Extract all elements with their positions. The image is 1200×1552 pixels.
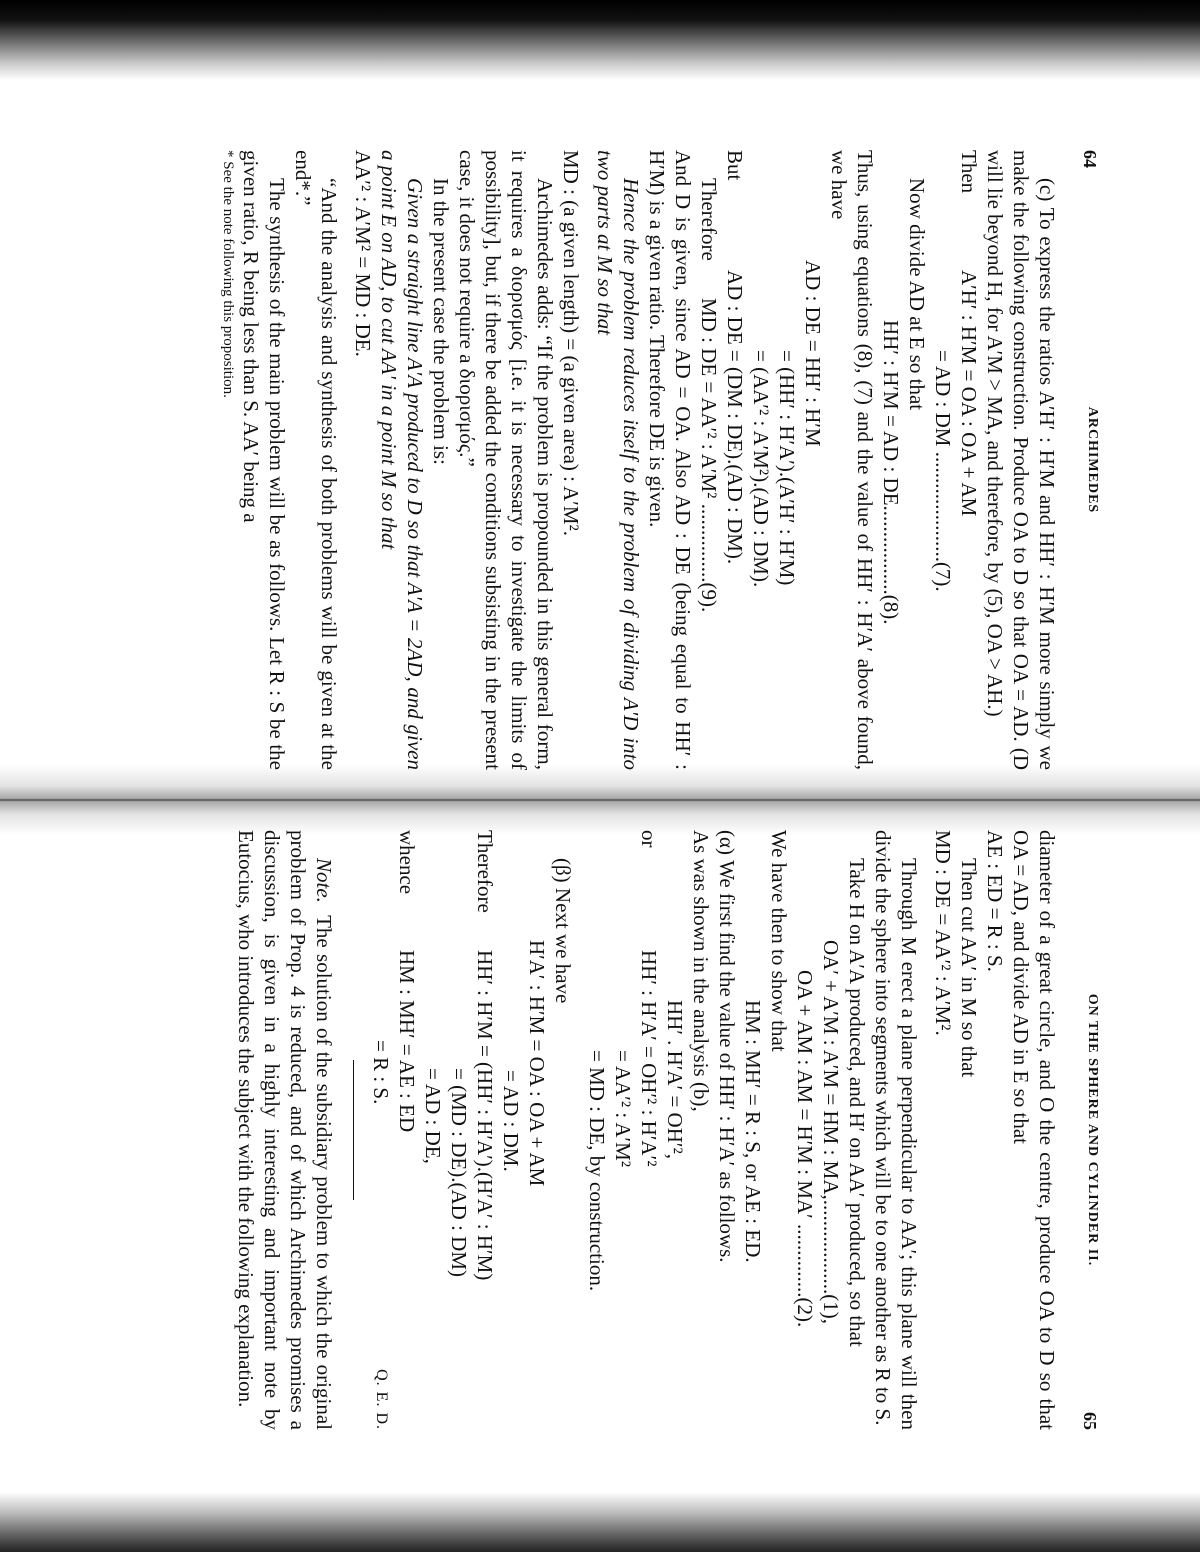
scan-edge-top bbox=[0, 0, 1200, 80]
equation: HM : MH′ = AE : ED bbox=[395, 950, 419, 1133]
page-65 bbox=[0, 830, 1200, 1430]
running-head: ARCHIMEDES bbox=[1085, 406, 1100, 514]
equation: HH′ . H′A′ = OH′², bbox=[663, 1000, 687, 1160]
whence-label: whence bbox=[395, 830, 419, 895]
paragraph: Now divide AD at E so that bbox=[905, 178, 929, 411]
note-paragraph bbox=[233, 830, 337, 1430]
equation: MD : (a given length) = (a given area) : A′M². bbox=[559, 150, 583, 537]
equation-line bbox=[696, 150, 722, 770]
equation: = (AA′² : A′M²).(AD : DM). bbox=[749, 350, 773, 588]
equation-line bbox=[956, 150, 982, 770]
therefore-label: Therefore bbox=[473, 830, 497, 913]
therefore-label: Therefore bbox=[697, 178, 721, 261]
equation: = AD : DE, bbox=[421, 1068, 445, 1164]
equation: = (HH′ : H′A′).(A′H′ : H′M) bbox=[775, 350, 799, 586]
paragraph: We have then to show that bbox=[767, 830, 791, 1052]
paragraph-italic: Hence the problem reduces itself to the problem of dividing A′D into two parts at M so that bbox=[593, 150, 643, 770]
page-header bbox=[1074, 150, 1100, 770]
paragraph: And D is given, since AD = OA. Also AD : DE (being equal to HH′ : H′M) is a given ratio. Therefore DE is given. bbox=[645, 150, 695, 770]
equation: OA′ + A′M : A′M = HM : MA,..................(1), bbox=[819, 940, 843, 1324]
equation: HH′ : H′M = (HH′ : H′A′).(H′A′ : H′M) bbox=[473, 950, 497, 1281]
equation-line bbox=[722, 150, 748, 770]
page-body bbox=[218, 150, 1060, 770]
paragraph: (α) We first find the value of HH′ : H′A′ as follows. bbox=[715, 830, 739, 1263]
paragraph: The synthesis of the main problem will be as follows. Let R : S be the given ratio, R being less than S. AA′ being a bbox=[239, 150, 289, 770]
qed-mark: Q. E. D. bbox=[373, 1369, 390, 1430]
equation: HH′ : H′A′ = OH′² : H′A′² bbox=[637, 950, 661, 1167]
equation-line bbox=[368, 830, 394, 1430]
paragraph: (c) To express the ratios A′H′ : H′M and HH′ : H′M more simply we make the following construction. Produce OA to D so that OA = AD. (D will lie beyond H, for A′M > MA, and therefore, by (5), OA > AH.) bbox=[983, 150, 1059, 770]
book-gutter bbox=[0, 765, 1200, 835]
paragraph: (β) Next we have bbox=[551, 858, 575, 1004]
equation: AD : DE = HH′ : H′M bbox=[801, 260, 825, 447]
paragraph: diameter of a great circle, and O the centre, produce OA to D so that OA = AD, and divide AD in E so that bbox=[1009, 830, 1059, 1430]
paragraph: Thus, using equations (8), (7) and the value of HH′ : H′A′ above found, we have bbox=[827, 150, 877, 770]
footnote: * See the note following this proposition. bbox=[220, 150, 236, 398]
section-divider bbox=[353, 1060, 354, 1200]
page-number: 64 bbox=[1080, 150, 1100, 168]
equation: = MD : DE, by construction. bbox=[585, 1050, 609, 1292]
paragraph: Take H on A′A produced, and H′ on AA′ produced, so that bbox=[845, 858, 869, 1347]
running-head: ON THE SPHERE AND CYLINDER II. bbox=[1085, 993, 1100, 1267]
note-text: The solution of the subsidiary problem to which the original problem of Prop. 4 is reduced, and of which Archimedes promises a discussion, is given in a highly interesting and important note by Eutocius, who introduces the subject with the following explanation. bbox=[234, 830, 336, 1430]
equation: = (MD : DE).(AD : DM) bbox=[447, 1068, 471, 1277]
paragraph: In the present case the problem is: bbox=[429, 178, 453, 465]
equation: MD : DE = AA′² : A′M². bbox=[931, 830, 955, 1036]
page-number: 65 bbox=[1080, 1412, 1100, 1430]
equation: = AA′² : A′M² bbox=[611, 1050, 635, 1168]
paragraph-italic: Given a straight line A′A produced to D so that A′A = 2AD, and given a point E on AD, to cut AA′ in a point M so that bbox=[377, 150, 427, 770]
paragraph: As was shown in the analysis (b), bbox=[689, 830, 713, 1112]
equation: AD : DE = (DM : DE).(AD : DM). bbox=[723, 270, 747, 565]
paragraph: “And the analysis and synthesis of both problems will be given at the end*.” bbox=[291, 150, 341, 770]
equation: H′A′ : H′M = OA : OA + AM bbox=[525, 940, 549, 1187]
equation-line bbox=[394, 830, 420, 1430]
equation-line bbox=[472, 830, 498, 1430]
equation: AA′² : A′M² = MD : DE. bbox=[351, 150, 375, 357]
paragraph: Through M erect a plane perpendicular to AA′; this plane will then divide the sphere into segments which will be to one another as R to S. bbox=[871, 830, 921, 1430]
equation: HH′ : H′M = AD : DE.................(8). bbox=[879, 320, 903, 625]
paragraph: Then cut AA′ in M so that bbox=[957, 858, 981, 1078]
but-label: But bbox=[723, 150, 747, 181]
equation: = AD : DM. bbox=[499, 1070, 523, 1172]
page-body bbox=[233, 830, 1060, 1430]
equation: A′H′ : H′M = OA : OA + AM bbox=[957, 270, 981, 517]
equation-line bbox=[636, 830, 662, 1430]
equation: = R : S. bbox=[369, 1040, 393, 1105]
equation: MD : DE = AA′² : A′M² ...............(9). bbox=[697, 298, 721, 613]
scan-edge-bottom bbox=[0, 1492, 1200, 1552]
equation: AE : ED = R : S. bbox=[983, 830, 1007, 972]
equation: OA + AM : AM = H′M : MA′ ..............(2). bbox=[793, 970, 817, 1328]
equation: HM : MH′ = R : S, or AE : ED. bbox=[741, 1000, 765, 1263]
note-label: Note. bbox=[312, 858, 336, 903]
page-64 bbox=[0, 150, 1200, 770]
or-label: or bbox=[637, 830, 661, 848]
equation: = AD : DM .....................(7). bbox=[931, 350, 955, 592]
page-header bbox=[1074, 830, 1100, 1430]
then-label: Then bbox=[957, 150, 981, 194]
paragraph: Archimedes adds: “If the problem is propounded in this general form, it requires a διορισμός [i.e. it is necessary to investigate the limits of possibility], but, if there be added the conditions subsisting in the present case, it does not require a διορισμός.” bbox=[455, 150, 557, 770]
